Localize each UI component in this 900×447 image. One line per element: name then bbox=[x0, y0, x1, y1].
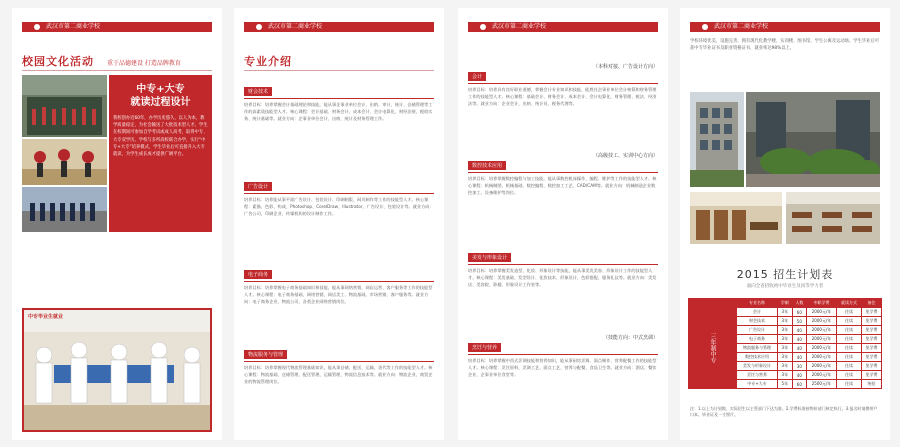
major-direction: （高级技工、实训中心方向） bbox=[592, 153, 658, 159]
major-name: 广告设计 bbox=[244, 182, 272, 191]
table-cell: 物流服务与管理 bbox=[737, 344, 778, 353]
major-name: 会计 bbox=[468, 72, 486, 81]
table-cell: 烹饪与营养 bbox=[737, 371, 778, 380]
plan-notes: 注：1.以上为计划数，实际招生以主管部门下达为准。2.学费标准按物价部门核定执行。3.报名时请携带户口本、毕业证及一寸照片。 bbox=[690, 406, 878, 417]
major-section bbox=[244, 78, 434, 122]
table-cell: 2000元/年 bbox=[807, 317, 837, 326]
major-section bbox=[468, 334, 658, 378]
box-text: 我校创办近60年，办学历史悠久，以人为本，教学质量稳定，为社会输送了大批技术型人才。学生在校期间可参加自学考试或成人高考，取得中专、大专双学历。学校与多所高校联合办学，实行“中专+大专”培养模式，学生毕业后可直接升入大专就读，为学生成长成才提供广阔平台。 bbox=[113, 116, 208, 158]
table-cell: 60 bbox=[792, 308, 807, 317]
dual-degree-box bbox=[109, 75, 212, 232]
table-cell: 40 bbox=[792, 326, 807, 335]
table-cell: 免学费 bbox=[862, 335, 882, 344]
table-cell: 免学费 bbox=[862, 308, 882, 317]
header-band bbox=[22, 22, 212, 32]
table-cell: 会计 bbox=[737, 308, 778, 317]
major-underline bbox=[468, 83, 658, 84]
major-body: 培养目标：培养掌握美发造型、化妆、形象设计等技能，能从事美发美容、形象设计工作的技能型人才。核心课程：美发基础、发型设计、化妆技术、形象设计、色彩搭配、服务礼仪等。就业方向：美发店、美容院、影楼、形象设计工作室等。 bbox=[468, 268, 657, 287]
panel-majors-continued bbox=[458, 8, 668, 440]
panel-majors bbox=[234, 8, 444, 440]
major-name: 美发与形象设计 bbox=[468, 253, 511, 262]
table-cell: 3年 bbox=[778, 353, 793, 362]
column-header: 中职学费 bbox=[807, 299, 837, 308]
table-cell: 住读 bbox=[836, 362, 861, 371]
table-side-label: 三年制中专 bbox=[689, 308, 737, 389]
major-name: 财会技术 bbox=[244, 87, 272, 96]
table-cell: 40 bbox=[792, 371, 807, 380]
table-cell: 免学费 bbox=[862, 362, 882, 371]
major-name: 烹饪与营养 bbox=[468, 343, 501, 352]
major-body: 培养目标：培养掌握会计基础理论和技能，能从事企事业单位会计、出纳、审计、统计、仓储管理等工作的高素质技能型人才。核心课程：会计基础、财务会计、成本会计、会计电算化、财经法规、税收实务、统计基础等。就业方向：企事业单位会计、出纳、统计及财务管理工作。 bbox=[244, 102, 433, 121]
table-cell: 40 bbox=[792, 353, 807, 362]
column-header: 备注 bbox=[862, 299, 882, 308]
major-underline bbox=[244, 98, 434, 99]
table-cell: 5年 bbox=[778, 380, 793, 389]
major-section bbox=[244, 173, 434, 217]
major-body: 培养目标：培养掌握中西式烹调技能和营养知识，能从事厨房烹调、面点制作、营养配餐工作的技能型人才。核心课程：烹饪原料、烹调工艺、面点工艺、营养与配餐、食品卫生等。就业方向：酒店、餐饮企业、企事业单位食堂等。 bbox=[468, 358, 657, 377]
major-body: 培养目标：培养能从事平面广告设计、包装设计、印刷制版、网页制作等工作的技能型人才。核心课程：素描、色彩、构成、Photoshop、CorelDraw、Illustrator、广告设计、包装设计等。就业方向：广告公司、印刷企业、传媒机构的设计制作工作。 bbox=[244, 197, 434, 216]
table-cell: 免学费 bbox=[862, 317, 882, 326]
table-cell: 免学费 bbox=[862, 344, 882, 353]
table-cell: 3年 bbox=[778, 362, 793, 371]
major-underline bbox=[468, 264, 658, 265]
table-header-row bbox=[689, 299, 882, 308]
major-underline bbox=[244, 361, 434, 362]
table-cell: 住读 bbox=[836, 353, 861, 362]
slogan: 重于品德建设 打造品牌教育 bbox=[107, 60, 181, 67]
table-cell: 住读 bbox=[836, 317, 861, 326]
plan-subtitle: 面向全省招收初中毕业生及同等学力者 bbox=[746, 284, 824, 289]
major-section bbox=[468, 152, 658, 196]
table-cell: 3年 bbox=[778, 344, 793, 353]
table-cell: 广告设计 bbox=[737, 326, 778, 335]
table-cell: 2000元/年 bbox=[807, 371, 837, 380]
photo-ceremony bbox=[22, 75, 107, 137]
major-name: 数控技术应用 bbox=[468, 161, 506, 170]
major-section bbox=[468, 63, 658, 107]
box-title-line2: 就读过程设计 bbox=[130, 97, 191, 108]
table-cell: 住读 bbox=[836, 344, 861, 353]
table-cell: 60 bbox=[792, 380, 807, 389]
photo-building bbox=[690, 92, 744, 187]
school-name: 武汉市第二商业学校 bbox=[492, 23, 547, 30]
enrollment-plan-table bbox=[688, 298, 882, 389]
major-name: 物流服务与管理 bbox=[244, 350, 287, 359]
table-cell: 3年 bbox=[778, 308, 793, 317]
panel-campus-culture bbox=[12, 8, 222, 440]
major-body: 培养目标：培养掌握电子商务基础知识和技能，能从事网络营销、网店运营、客户服务等工作的技能型人才。核心课程：电子商务基础、网络营销、网店美工、物流基础、市场营销、客户服务等。就业方向：电子商务企业、物流公司、各类企业网络营销岗位。 bbox=[244, 285, 433, 304]
column-header: 人数 bbox=[792, 299, 807, 308]
major-direction: （本科对接、广告设计方向） bbox=[592, 64, 658, 70]
table-cell: 免学费 bbox=[862, 353, 882, 362]
major-body: 培养目标：培养具有良好职业道德，掌握会计专业知识和技能，能胜任企事业单位会计核算和财务管理工作的技能型人才。核心课程：基础会计、财务会计、成本会计、会计电算化、财务管理、税法、经济法等。就业方向：企业会计、出纳、统计员、税务代理等。 bbox=[468, 87, 657, 106]
table-cell: 免学费 bbox=[862, 326, 882, 335]
school-name: 武汉市第二商业学校 bbox=[268, 23, 323, 30]
table-cell: 电子商务 bbox=[737, 335, 778, 344]
table-cell: 2000元/年 bbox=[807, 344, 837, 353]
major-section bbox=[244, 261, 434, 305]
table-cell: 2000元/年 bbox=[807, 326, 837, 335]
header-band bbox=[244, 22, 434, 32]
box-title-line1: 中专+大专 bbox=[136, 84, 185, 95]
panel-enrollment bbox=[680, 8, 890, 440]
table-cell: 免学费 bbox=[862, 371, 882, 380]
photo-classroom bbox=[786, 192, 880, 244]
table-cell: 2000元/年 bbox=[807, 308, 837, 317]
major-underline bbox=[244, 193, 434, 194]
divider bbox=[244, 70, 434, 71]
photo-caption: 中专毕业生就业 bbox=[28, 314, 64, 320]
table-cell: 40 bbox=[792, 344, 807, 353]
column-header: 学制 bbox=[778, 299, 793, 308]
table-cell: 30 bbox=[792, 362, 807, 371]
table-row bbox=[689, 308, 882, 317]
table-cell: 财会技术 bbox=[737, 317, 778, 326]
photo-parade bbox=[22, 187, 107, 232]
table-cell: 住读 bbox=[836, 371, 861, 380]
photo-cooking-class bbox=[22, 308, 212, 432]
header-band bbox=[690, 22, 880, 32]
photo-garden bbox=[746, 92, 880, 187]
major-underline bbox=[468, 172, 658, 173]
plan-title: 2015 招生计划表 bbox=[736, 268, 834, 281]
table-cell: 2000元/年 bbox=[807, 335, 837, 344]
table-cell: 住读 bbox=[836, 308, 861, 317]
table-cell: 3年 bbox=[778, 335, 793, 344]
header-band bbox=[468, 22, 658, 32]
school-intro: 学校环境优美，设施完善，拥有现代化教学楼、实训楼、图书馆、学生公寓及运动场。学生毕业后可获中专毕业证书及职业资格证书，就业率达98%以上。 bbox=[690, 39, 880, 51]
column-header: 专业名称 bbox=[737, 299, 778, 308]
table-cell: 2500元/年 bbox=[807, 380, 837, 389]
divider bbox=[22, 70, 212, 71]
major-section bbox=[468, 244, 658, 288]
page-title: 校园文化活动 bbox=[22, 55, 94, 68]
major-direction: （技能方向：中式烹调） bbox=[602, 335, 658, 341]
table-cell: 住读 bbox=[836, 380, 861, 389]
major-body: 培养目标：培养掌握数控编程与加工技能，能从事数控机床操作、编程、维护等工作的技能型人才。核心课程：机械制图、机械基础、数控编程、数控加工工艺、CAD/CAM等。就业方向：机械制造企业数控加工、设备维护等岗位。 bbox=[468, 176, 657, 195]
table-cell: 3年 bbox=[778, 317, 793, 326]
major-underline bbox=[244, 281, 434, 282]
table-cell: 3年 bbox=[778, 326, 793, 335]
school-name: 武汉市第二商业学校 bbox=[714, 23, 769, 30]
photo-dance bbox=[22, 139, 107, 185]
table-cell: 数控技术应用 bbox=[737, 353, 778, 362]
major-body: 培养目标：培养掌握现代物流管理基础知识，能从事仓储、配送、运输、货代等工作的技能型人才。核心课程：物流基础、仓储管理、配送管理、运输管理、物流信息技术等。就业方向：物流企业、商贸企业的物流管理岗位。 bbox=[244, 365, 433, 384]
table-cell: 2000元/年 bbox=[807, 362, 837, 371]
school-name: 武汉市第二商业学校 bbox=[46, 23, 101, 30]
major-section bbox=[244, 341, 434, 385]
major-name: 电子商务 bbox=[244, 270, 272, 279]
table-cell: 美发与形象设计 bbox=[737, 362, 778, 371]
table-cell: 统招 bbox=[862, 380, 882, 389]
table-cell: 50 bbox=[792, 317, 807, 326]
table-cell: 40 bbox=[792, 335, 807, 344]
photo-library bbox=[690, 192, 782, 244]
table-cell: 3年 bbox=[778, 371, 793, 380]
column-header: 就读方式 bbox=[836, 299, 861, 308]
table-cell: 中专+大专 bbox=[737, 380, 778, 389]
majors-title: 专业介绍 bbox=[244, 55, 292, 68]
major-underline bbox=[468, 354, 658, 355]
table-cell: 2000元/年 bbox=[807, 353, 837, 362]
table-cell: 住读 bbox=[836, 335, 861, 344]
table-cell: 住读 bbox=[836, 326, 861, 335]
